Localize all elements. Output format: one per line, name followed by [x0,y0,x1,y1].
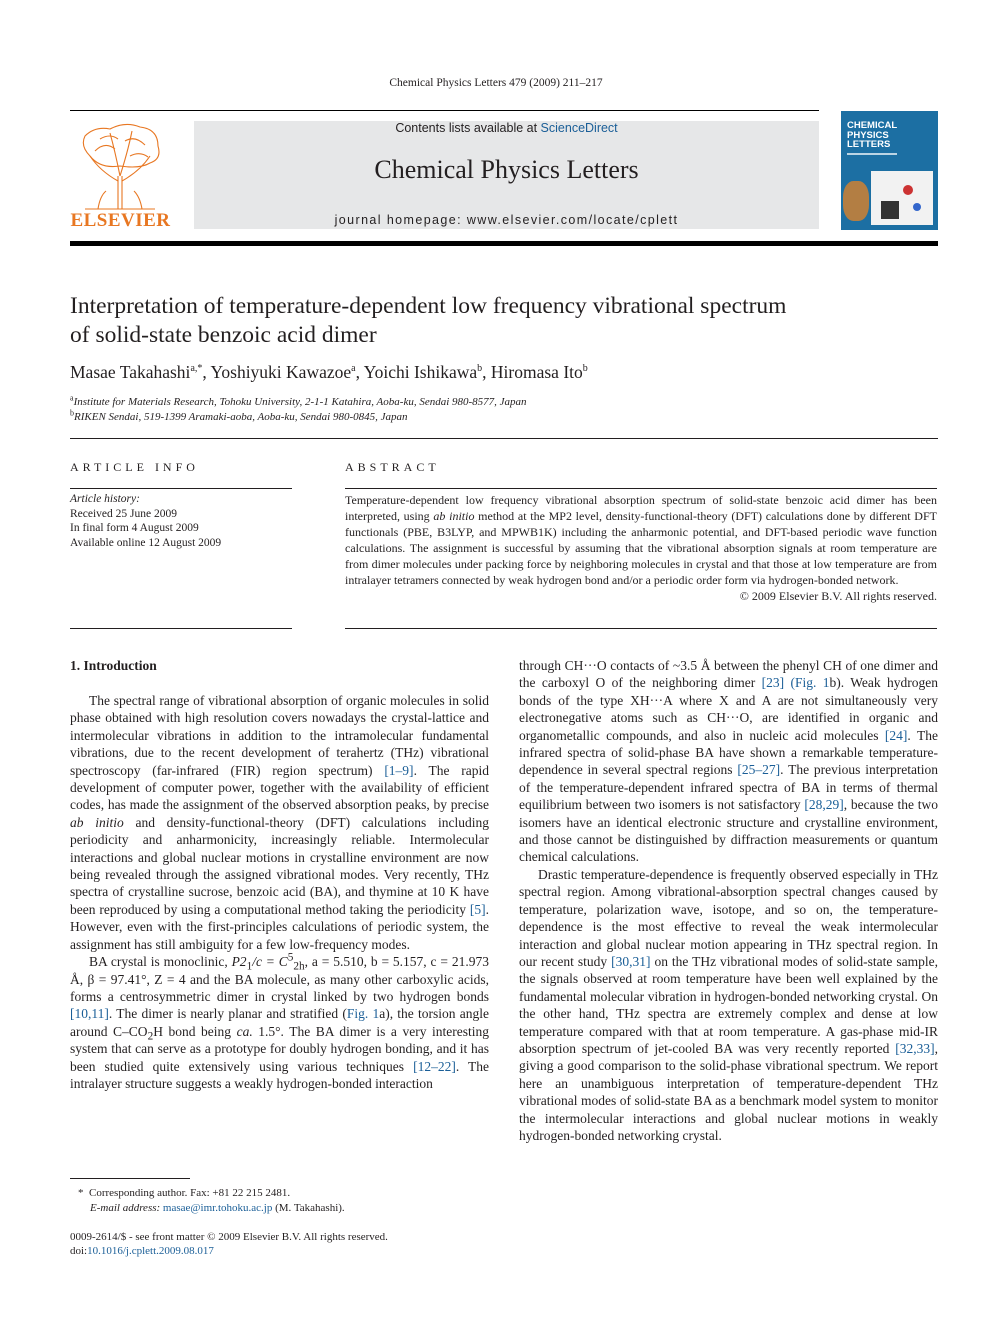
journal-citation: Chemical Physics Letters 479 (2009) 211–217 [389,77,603,89]
intro-paragraph-2: BA crystal is monoclinic, $P2_1/c = C^5_{2h}$, a = 5.510, b = 5.157, c = 21.973 Å, β = 97.41°, Z = 4 and the BA molecule, as many other carboxylic acids, forms a centrosymmetric dimer in crystal linked by two hydrogen bonds [10,11]. The dimer is nearly planar and stratified (Fig. 1a), the torsion angle around $C-CO_2H$ bond being ca. 1.5°. The BA dimer is a very interesting system that can serve as a prototype for doubly hydrogen bonding, and it has been studied quite extensively using various techniques [12–22]. The intralayer structure suggests a weakly hydrogen-bonded interaction [70,951,490,1091]
citation-link[interactable]: [32,33] [895,1040,935,1056]
journal-homepage[interactable]: journal homepage: www.elsevier.com/locate/cplett [334,213,679,227]
citation-link[interactable]: [10,11] [70,1006,109,1022]
author-name[interactable]: Masae Takahashi [70,362,191,382]
journal-cover-thumbnail [841,111,938,230]
title-divider [70,438,938,439]
author-name[interactable]: Yoshiyuki Kawazoe [210,362,352,382]
intro-paragraph-continued: through CH···O contacts of ~3.5 Å between the phenyl CH of one dimer and the carboxyl O of the neighboring dimer [23] (Fig. 1b). Weak hydrogen bonds of the type XH···A where X and A are not simultaneously very electronegative atoms such as CH···O, are identified in organic and organometallic compounds, and also in nucleic acid molecules [24]. The infrared spectra of solid-phase BA have shown a remarkable temperature-dependence in several spectral regions [25–27]. The previous interpretation of the temperature-dependent infrared spectra of BA in terms of thermal equilibrium between two isomers is not satisfactory [28,29], because the two isomers have an identical electronic structure and crystalline environment, and those cannot be distinguished by diffraction measurements or quantum chemical calculations. [519,658,938,865]
cover-title: CHEMICAL PHYSICS LETTERS [847,120,898,150]
elsevier-wordmark: ELSEVIER [70,210,171,231]
journal-name: Chemical Physics Letters [374,155,639,184]
header-thick-rule [70,241,938,246]
affiliation-a: $^a$Institute for Materials Research, Tohoku University, 2-1-1 Katahira, Aoba-ku, Sendai 980-8577, Japan [70,393,527,408]
footnote-rule [70,1178,190,1179]
intro-body-right [519,657,938,1144]
abstract-text: Temperature-dependent low frequency vibrational absorption spectrum of solid-state benzoic acid dimer has been interpreted, using ab initio method at the MP2 level, density-functional-theory (DFT) calculations done by different DFT functionals (PBE, B3LYP, and MPWB1K) including the anharmonic potential, and DFT-based periodic wave function calculations. The assignment is successful by assuming that the vibrational absorption signals at room temperature are from dimer molecules under packing force by neighboring molecules in crystal and that those at low temperature are from intralayer tetramers connected by weak hydrogen bond and/or a periodic order form via hydrogen-bonded network. © 2009 Elsevier B.V. All rights reserved. [345,493,937,603]
intro-paragraph-1: The spectral range of vibrational absorption of organic molecules in solid phase obtained with high resolution covers nowadays the crystal-lattice and intermolecular vibrations in addition to the intramolecular fundamental vibrations, due to the recent development of terahertz (THz) vibrational spectroscopy (far-infrared (FIR) region spectrum) [1–9]. The rapid development of computer power, together with the availability of efficient codes, has made the assignment of the observed absorption peaks, by precise ab initio and density-functional-theory (DFT) calculations including periodicity and anharmonicity, increasingly reliable. Intermolecular interactions and global nuclear motions in crystalline environment are now being revealed through the assigned vibrational modes. Very recently, THz spectra of crystalline sucrose, benzoic acid (BA), and thymine at 10 K have been reproduced by using a computational method taking the periodicity [5]. However, even with the first-principles calculations of periodic system, the assignment has still ambiguity for a few low-frequency modes. [70,693,489,952]
contents-prefix: Contents lists available at [395,121,541,135]
citation-link[interactable]: [30,31] [611,953,651,969]
author-name[interactable]: Yoichi Ishikawa [363,362,478,382]
email-link[interactable]: masae@imr.tohoku.ac.jp [162,1201,273,1214]
article-info-bottom-rule [70,628,292,629]
abstract-heading: ABSTRACT [345,460,440,474]
author-name[interactable]: Hiromasa Ito [490,362,583,382]
doi-link[interactable]: 10.1016/j.cplett.2009.08.017 [87,1245,214,1257]
article-info-rule [70,488,292,489]
abstract-copyright: © 2009 Elsevier B.V. All rights reserved. [739,589,937,603]
abstract-bottom-rule [345,628,937,629]
citation-link[interactable]: [24] [884,727,908,743]
citation-link[interactable]: [12–22] [413,1058,456,1074]
header-top-rule [70,110,819,111]
copyright-footer: 0009-2614/$ - see front matter © 2009 Elsevier B.V. All rights reserved. doi:10.1016/j.cplett.2009.08.017 [70,1231,388,1257]
figure-link[interactable]: (Fig. 1 [790,675,830,691]
abstract-rule [345,488,937,489]
citation-link[interactable]: [5] [469,901,486,917]
figure-link[interactable]: Fig. 1 [346,1006,380,1022]
citation-link[interactable]: [28,29] [804,797,844,813]
article-info-heading: ARTICLE INFO [70,460,199,474]
article-title: Interpretation of temperature-dependent low frequency vibrational spectrum of solid-state benzoic acid dimer [70,293,787,348]
citation-link[interactable]: [23] [761,675,785,691]
contents-line [194,121,819,135]
sciencedirect-link[interactable]: ScienceDirect [540,121,618,135]
section-heading-introduction: 1. Introduction [70,658,157,673]
citation-link[interactable]: [1–9] [384,762,414,778]
author-list: Masae Takahashi$^{a,*}$, Yoshiyuki Kawazoe$^a$, Yoichi Ishikawa$^b$, Hiromasa Ito$^b$ [70,362,588,382]
intro-paragraph-3: Drastic temperature-dependence is frequently observed especially in THz spectral region. Among vibrational-absorption spectral changes caused by temperature, polarization wave, isotope, and so on, the temperature-dependence is the most effective to reveal the weak intermolecular interaction and global nuclear motion appearing in THz spectral region. In our recent study [30,31] on the THz vibrational modes of solid-state sample, the signals observed at room temperature have been well explained by the fundamental molecular vibration in hydrogen-bonded networking crystal. On the other hand, THz spectra are extremely complex and dense at low temperature compared with that at room temperature. A gas-phase mid-IR absorption spectrum of jet-cooled BA was very recently reported [32,33], giving a good comparison to the solid-phase vibrational spectrum. We report here an unambiguous interpretation of temperature-dependent THz vibrational modes of solid-state BA as a benchmark model system to monitor the intermolecular interactions and global nuclear motions in weakly hydrogen-bonded networking crystal. [519,866,938,1143]
corresponding-author-footnote: * Corresponding author. Fax: +81 22 215 2481. E-mail address: masae@imr.tohoku.ac.jp (M. Takahashi). [78,1187,345,1214]
article-history: Article history: Received 25 June 2009 In final form 4 August 2009 Available online 12 August 2009 [70,493,222,549]
intro-body-left [70,692,489,1092]
affiliation-b: $^b$RIKEN Sendai, 519-1399 Aramaki-aoba, Aoba-ku, Sendai 980-0845, Japan [70,408,408,423]
citation-link[interactable]: [25–27] [737,762,781,778]
